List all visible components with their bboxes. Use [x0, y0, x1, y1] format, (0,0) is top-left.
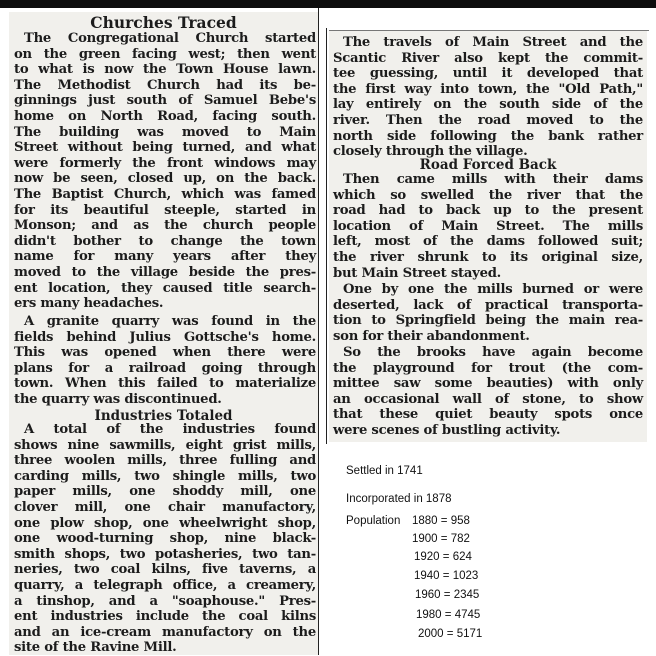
text-line: one plow shop, one wheelwright shop, — [14, 515, 316, 531]
text-line: the river shrunk to its original size, — [333, 249, 643, 265]
paragraph-mills-burned — [333, 282, 643, 344]
text-line: but Main Street stayed. — [333, 265, 502, 281]
text-line: fields behind Julius Gottsche's home. — [14, 329, 316, 345]
paragraph-mills-dams — [333, 172, 643, 281]
paragraph-churches — [14, 31, 316, 312]
text-line: A granite quarry was found in the — [24, 314, 316, 329]
text-line: moved to the village beside the pres- — [14, 264, 316, 280]
text-line: ent location, they caused title search- — [14, 280, 316, 296]
paragraph-quarry — [14, 314, 316, 408]
text-line: tion to Springfield being the main rea- — [333, 313, 643, 329]
heading-road-forced-back: Road Forced Back — [419, 157, 557, 173]
text-line: Then came mills with their dams — [343, 172, 643, 187]
text-line: left, most of the dams followed suit; — [333, 234, 643, 250]
text-line: ers many headaches. — [14, 296, 164, 312]
text-line: The Methodist Church had its be- — [14, 77, 316, 93]
text-line: on the green facing west; then went — [14, 46, 316, 62]
population-1980: 1980 = 4745 — [416, 609, 481, 621]
clipping-top-edge — [329, 30, 649, 31]
text-line: quarry, a telegraph office, a creamery, — [14, 577, 316, 593]
heading-industries-totaled: Industries Totaled — [94, 408, 233, 424]
text-line: Scantic River also kept the commit- — [333, 50, 643, 66]
text-line: Street without being turned, and what — [14, 140, 316, 156]
text-line: closely through the village. — [333, 144, 528, 160]
text-line: paper mills, one shoddy mill, one — [14, 484, 316, 500]
text-line: So the brooks have again become — [343, 345, 643, 360]
text-line: ginnings just south of Samuel Bebe's — [14, 93, 316, 109]
text-line: and an ice-cream manufactory on the — [14, 624, 316, 640]
text-line: which so swelled the river that the — [333, 187, 643, 203]
text-line: site of the Ravine Mill. — [14, 640, 177, 656]
text-line: A total of the industries found — [24, 422, 316, 437]
text-line: a tinshop, and a "soaphouse." Pres- — [14, 593, 316, 609]
heading-churches-traced: Churches Traced — [90, 13, 237, 32]
text-line: The travels of Main Street and the — [343, 35, 643, 50]
text-line: north side following the bank rather — [333, 128, 643, 144]
text-line: One by one the mills burned or were — [343, 282, 643, 297]
text-line: This was opened when there were — [14, 345, 316, 361]
text-line: carding mills, two shingle mills, two — [14, 468, 316, 484]
text-line: river. Then the road moved to the — [333, 112, 643, 128]
population-1940: 1940 = 1023 — [414, 570, 479, 582]
text-line: an occasional wall of stone, to show — [333, 391, 643, 407]
text-line: Monson; and as the church people — [14, 218, 316, 234]
text-line: The Baptist Church, which was famed — [14, 186, 316, 202]
text-line: The Congregational Church started — [24, 31, 316, 46]
text-line: clover mill, one chair manufactory, — [14, 499, 316, 515]
text-line: didn't bother to change the town — [14, 233, 316, 249]
population-1960: 1960 = 2345 — [415, 589, 480, 601]
incorporated-text: Incorporated in 1878 — [346, 493, 452, 505]
population-2000: 2000 = 5171 — [418, 628, 483, 640]
population-1920: 1920 = 624 — [414, 551, 472, 563]
population-1880: 1880 = 958 — [412, 515, 470, 527]
paragraph-brooks — [333, 345, 643, 439]
text-line: one wood-turning shop, nine black- — [14, 531, 316, 547]
top-border — [0, 0, 656, 8]
text-line: deserted, lack of practical transporta- — [333, 297, 643, 313]
text-line: for its beautiful steeple, started in — [14, 202, 316, 218]
text-line: road had to back up to the present — [333, 203, 643, 219]
text-line: home on North Road, facing south. — [14, 108, 316, 124]
text-line: that these quiet beauty spots once — [333, 407, 643, 423]
text-line: the playground for trout (the com- — [333, 360, 643, 376]
text-line: shows nine sawmills, eight grist mills, — [14, 437, 316, 453]
text-line: mittee saw some beauties) with only — [333, 376, 643, 392]
text-line: were scenes of bustling activity. — [333, 422, 561, 438]
text-line: ent industries include the coal kilns — [14, 609, 316, 625]
paragraph-main-street — [333, 35, 643, 160]
text-line: three woolen mills, three fulling and — [14, 453, 316, 469]
text-line: neries, two coal kilns, five taverns, a — [14, 562, 316, 578]
text-line: the quarry was discontinued. — [14, 391, 222, 407]
paragraph-industries — [14, 422, 316, 656]
population-1900: 1900 = 782 — [412, 533, 470, 545]
text-line: location of Main Street. The mills — [333, 218, 643, 234]
text-line: name for many years after they — [14, 249, 316, 265]
text-line: plans for a railroad going through — [14, 360, 316, 376]
text-line: smith shops, two potasheries, two tan- — [14, 546, 316, 562]
text-line: town. When this failed to materialize — [14, 376, 316, 392]
text-line: were formerly the front windows may — [14, 155, 316, 171]
text-line: son for their abandonment. — [333, 328, 530, 344]
column-rule-right — [326, 28, 327, 444]
column-rule-left — [318, 8, 319, 655]
text-line: the first way into town, the "Old Path," — [333, 81, 643, 97]
text-line: lay entirely on the south side of the — [333, 97, 643, 113]
text-line: tee guessing, until it developed that — [333, 66, 643, 82]
text-line: to what is now the Town House lawn. — [14, 62, 316, 78]
population-label: Population — [346, 515, 401, 527]
text-line: The building was moved to Main — [14, 124, 316, 140]
text-line: now be seen, closed up, on the back. — [14, 171, 316, 187]
settled-text: Settled in 1741 — [346, 465, 423, 477]
